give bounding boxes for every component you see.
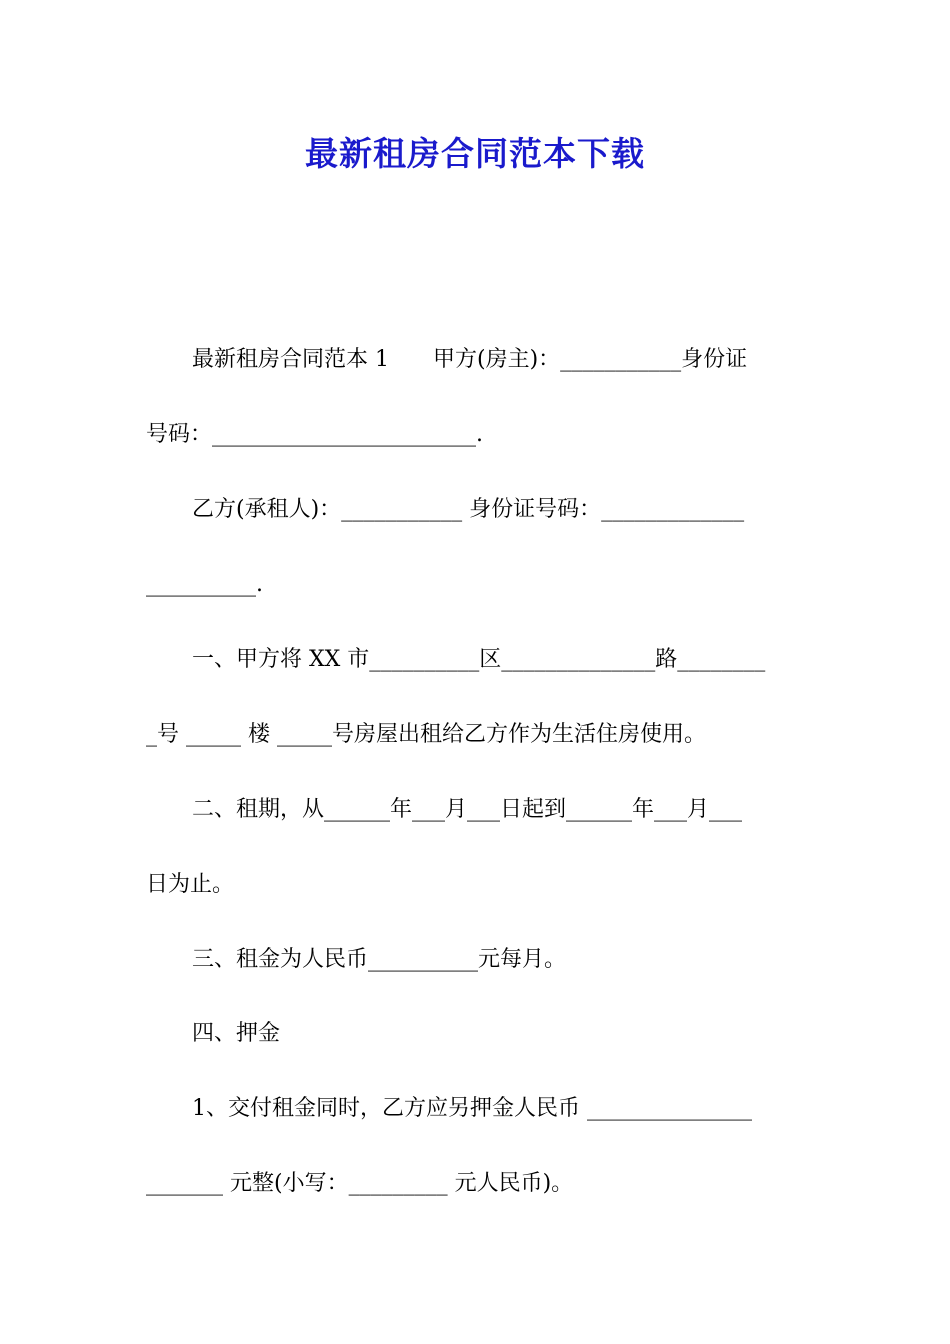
text-line-clause-3: 三、租金为人民币__________元每月。: [192, 947, 567, 972]
text-line-tenant-id: __________.: [146, 572, 263, 597]
text-line-clause-1: 一、甲方将 XX 市__________区______________路________: [192, 647, 766, 672]
text-line-landlord: 最新租房合同范本 1 甲方(房主)：___________身份证: [192, 347, 748, 372]
text-line-tenant: 乙方(承租人)：___________ 身份证号码：_____________: [192, 497, 745, 522]
text-line-landlord-id: 号码：________________________.: [146, 422, 483, 447]
text-line-deposit-1: 1、交付租金同时，乙方应另押金人民币 _______________: [192, 1096, 752, 1121]
text-line-deposit-1-cont: _______ 元整(小写：_________ 元人民币)。: [146, 1171, 574, 1196]
document-title: 最新租房合同范本下载: [305, 134, 645, 173]
text-line-clause-1-cont: _号 _____ 楼 _____号房屋出租给乙方作为生活住房使用。: [146, 722, 706, 747]
text-line-clause-2: 二、租期，从______年___月___日起到______年___月___: [192, 797, 743, 822]
text-line-clause-2-cont: 日为止。: [146, 872, 235, 897]
text-line-clause-4: 四、押金: [192, 1021, 281, 1046]
